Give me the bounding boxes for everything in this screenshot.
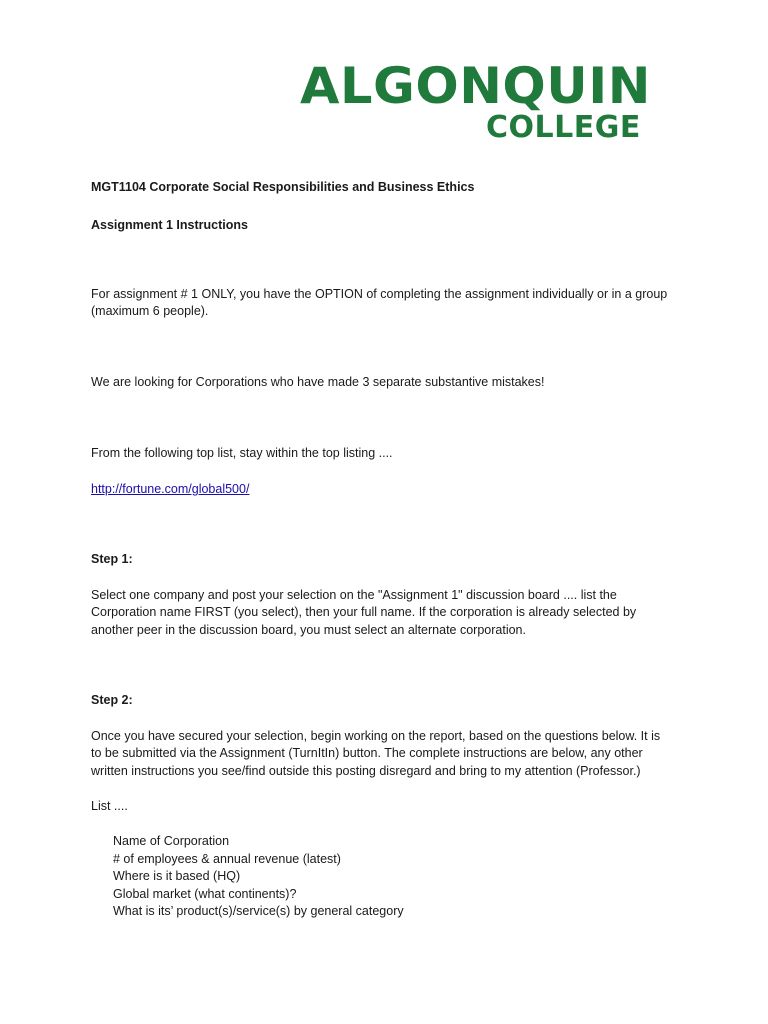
fortune-global500-link[interactable]: http://fortune.com/global500/ [91, 482, 250, 496]
step1-line-1: Select one company and post your selection on the "Assignment 1" discussion board .... list the [91, 588, 617, 602]
step2-line-2: to be submitted via the Assignment (TurnItIn) button. The complete instructions are below, any other [91, 746, 643, 760]
logo-text-algonquin: ALGONQUIN [300, 57, 651, 115]
paragraph-option-line-2: (maximum 6 people). [91, 304, 209, 318]
list-label: List .... [91, 799, 128, 813]
paragraph-mistakes: We are looking for Corporations who have made 3 separate substantive mistakes! [91, 375, 545, 389]
step1-line-2: Corporation name FIRST (you select), then your full name. If the corporation is already selected by [91, 605, 637, 619]
list-item: # of employees & annual revenue (latest) [113, 852, 341, 866]
list-item: What is its’ product(s)/service(s) by general category [113, 904, 404, 918]
step1-heading: Step 1: [91, 552, 133, 566]
course-title: MGT1104 Corporate Social Responsibilities and Business Ethics [91, 180, 475, 194]
fortune-global500-link-container [91, 481, 249, 499]
algonquin-college-logo [300, 58, 652, 148]
step1-line-3: another peer in the discussion board, you must select an alternate corporation. [91, 623, 526, 637]
step2-line-1: Once you have secured your selection, begin working on the report, based on the questions below. It is [91, 729, 661, 743]
list-item: Where is it based (HQ) [113, 869, 241, 883]
paragraph-option-line-1: For assignment # 1 ONLY, you have the OPTION of completing the assignment individually or in a group [91, 287, 668, 301]
paragraph-top-list: From the following top list, stay within the top listing .... [91, 446, 393, 460]
list-item: Global market (what continents)? [113, 887, 297, 901]
list-item: Name of Corporation [113, 834, 230, 848]
assignment-title: Assignment 1 Instructions [91, 218, 248, 232]
step2-line-3: written instructions you see/find outside this posting disregard and bring to my attention (Professor.) [91, 764, 641, 778]
logo-text-college: COLLEGE [486, 110, 641, 145]
step2-heading: Step 2: [91, 693, 133, 707]
